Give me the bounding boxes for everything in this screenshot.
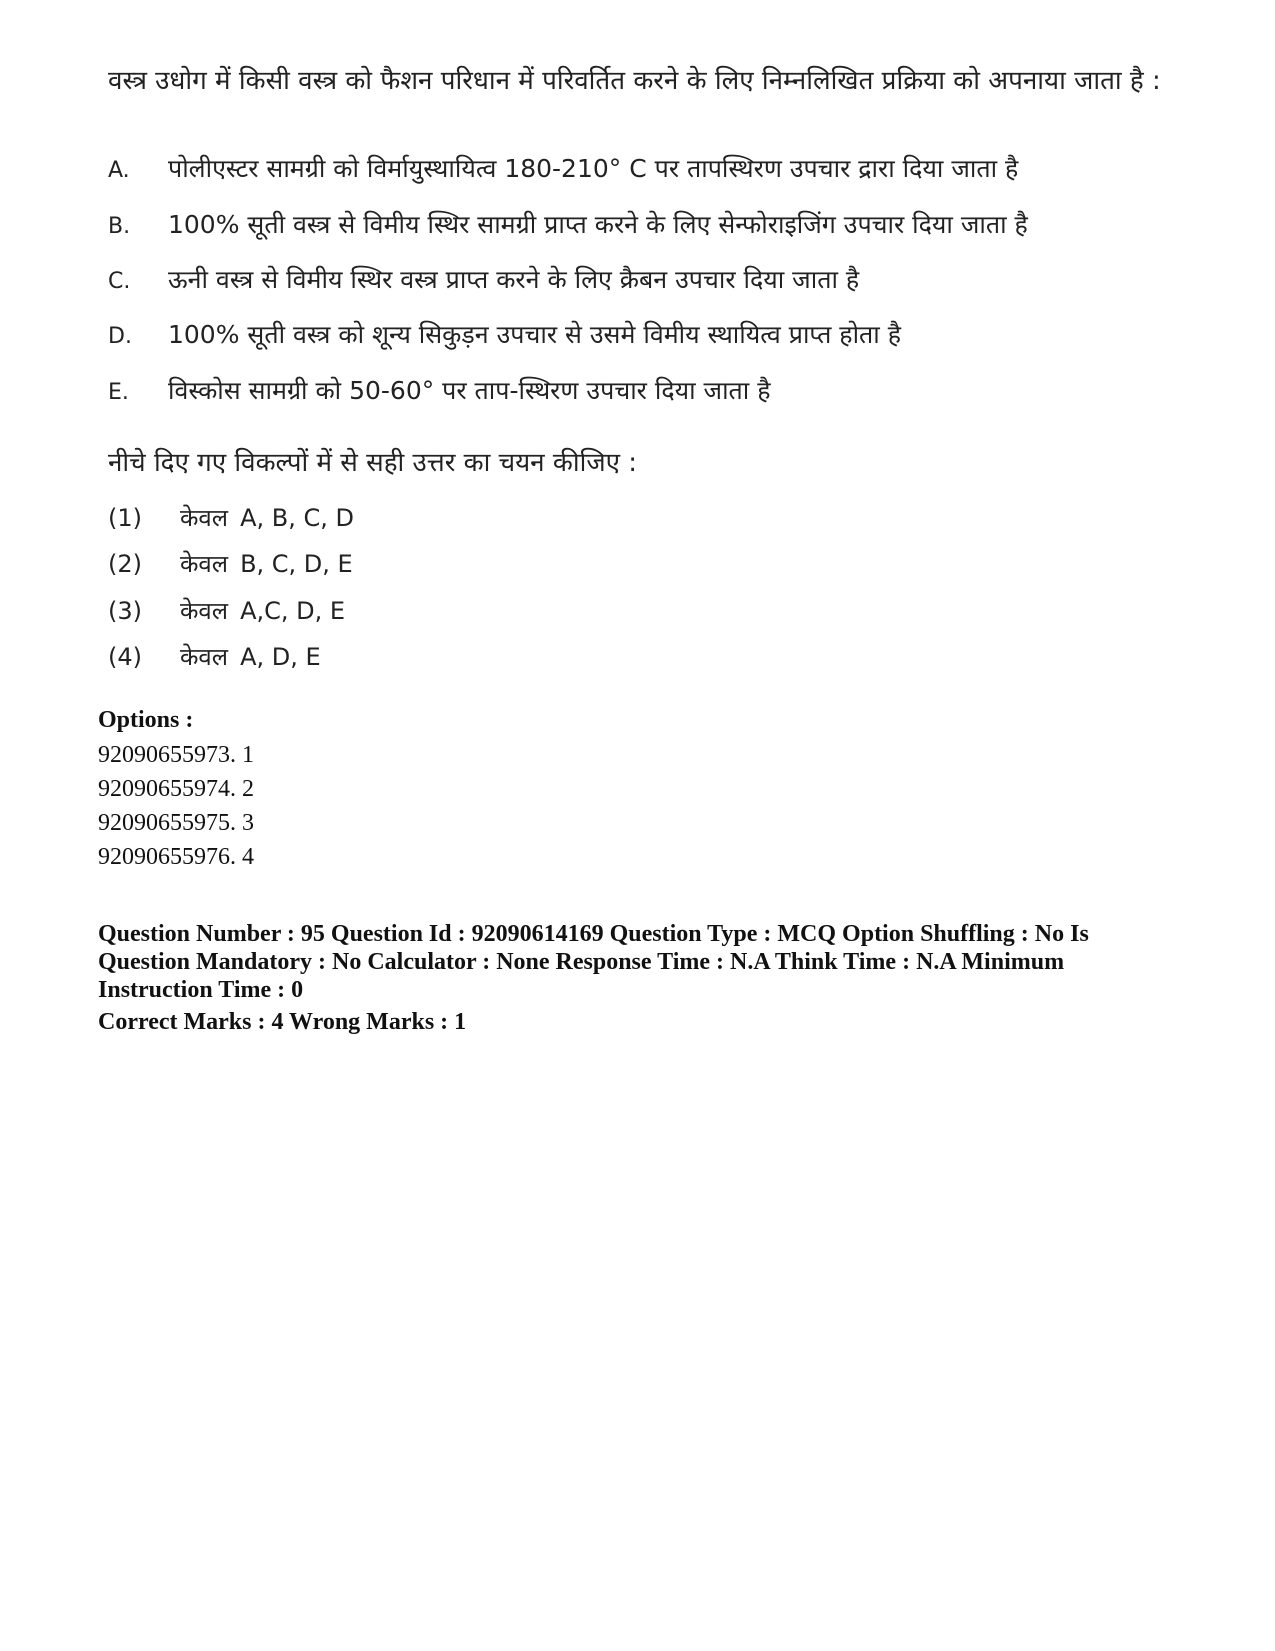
statement-letter: B. bbox=[108, 214, 131, 239]
choice-keyword: केवल bbox=[180, 597, 229, 625]
statement-letter: A. bbox=[108, 158, 130, 183]
statement-text: विस्कोस सामग्री को 50-60° पर ताप-स्थिरण उपचार दिया जाता है bbox=[168, 376, 771, 405]
statement-d bbox=[108, 318, 1208, 354]
choice-3 bbox=[108, 594, 345, 628]
choice-number: (3) bbox=[108, 597, 142, 625]
statement-text: 100% सूती वस्त्र को शून्य सिकुड़न उपचार से उसमे विमीय स्थायित्व प्राप्त होता है bbox=[168, 320, 902, 349]
choice-keyword: केवल bbox=[180, 643, 229, 671]
option-id-1: 92090655973. 1 bbox=[98, 742, 254, 768]
statement-text: 100% सूती वस्त्र से विमीय स्थिर सामग्री प्राप्त करने के लिए सेन्फोराइजिंग उपचार दिया जाता है bbox=[168, 210, 1028, 239]
choice-number: (2) bbox=[108, 550, 142, 578]
statement-letter: C. bbox=[108, 269, 131, 294]
choice-value: B, C, D, E bbox=[240, 550, 353, 578]
statement-letter: E. bbox=[108, 380, 129, 405]
question-marks: Correct Marks : 4 Wrong Marks : 1 bbox=[98, 1009, 467, 1035]
option-id-4: 92090655976. 4 bbox=[98, 844, 254, 870]
answer-prompt: नीचे दिए गए विकल्पों में से सही उत्तर का चयन कीजिए : bbox=[108, 448, 638, 478]
choice-2 bbox=[108, 547, 353, 581]
choice-keyword: केवल bbox=[180, 550, 229, 578]
options-label: Options : bbox=[98, 707, 194, 733]
question-text: वस्त्र उधोग में किसी वस्त्र को फैशन परिधान में परिवर्तित करने के लिए निम्नलिखित प्रक्रिया को अपनाया जाता है : bbox=[108, 66, 1161, 96]
choice-number: (4) bbox=[108, 643, 142, 671]
statement-e bbox=[108, 374, 1208, 410]
choice-4 bbox=[108, 640, 321, 674]
statement-c bbox=[108, 263, 1208, 299]
statement-letter: D. bbox=[108, 324, 132, 349]
choice-keyword: केवल bbox=[180, 504, 229, 532]
statement-text: ऊनी वस्त्र से विमीय स्थिर वस्त्र प्राप्त करने के लिए क्रैबन उपचार दिया जाता है bbox=[168, 265, 860, 294]
option-id-2: 92090655974. 2 bbox=[98, 776, 254, 802]
statement-text: पोलीएस्टर सामग्री को विर्मायुस्थायित्व 180-210° C पर तापस्थिरण उपचार द्रारा दिया जाता है bbox=[168, 154, 1019, 183]
option-id-3: 92090655975. 3 bbox=[98, 810, 254, 836]
choice-value: A, D, E bbox=[240, 643, 321, 671]
statement-a bbox=[108, 152, 1208, 188]
statement-b bbox=[108, 208, 1208, 244]
choice-value: A,C, D, E bbox=[240, 597, 346, 625]
choice-number: (1) bbox=[108, 504, 142, 532]
choice-value: A, B, C, D bbox=[240, 504, 354, 532]
choice-1 bbox=[108, 501, 354, 535]
question-meta: Question Number : 95 Question Id : 92090614169 Question Type : MCQ Option Shuffling : No Is Question Mandatory : No Calculator : None Response Time : N.A Think Time : N.A Minimum Instruction Time : 0 bbox=[98, 921, 1089, 1003]
